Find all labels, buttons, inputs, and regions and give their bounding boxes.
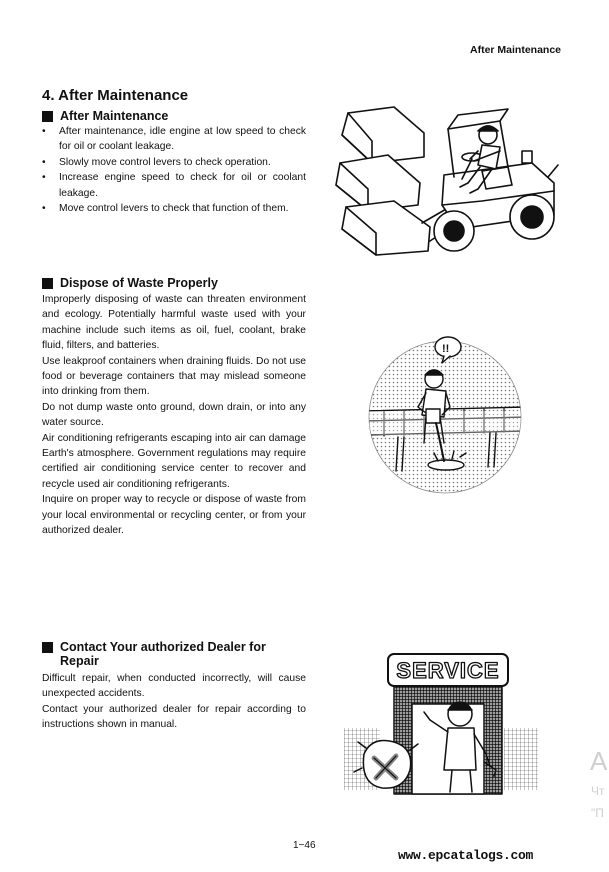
contact-dealer-heading <box>42 640 266 668</box>
heading-square-icon <box>42 278 53 289</box>
after-maintenance-heading-text: After Maintenance <box>60 109 169 123</box>
contact-dealer-text <box>42 671 306 733</box>
list-item: • Increase engine speed to check for oil or coolant leakage. <box>42 170 306 201</box>
after-maintenance-list <box>42 124 306 216</box>
svg-text:!!: !! <box>442 343 450 355</box>
margin-letter: A <box>590 746 608 776</box>
loader-operator-illustration <box>332 105 564 263</box>
margin-text-2: "П <box>591 806 604 820</box>
list-item: • Slowly move control levers to check operation. <box>42 155 306 170</box>
service-center-illustration <box>344 650 538 800</box>
service-sign-text: SERVICE <box>396 658 500 683</box>
page-number: 1−46 <box>293 840 316 851</box>
after-maintenance-heading <box>42 109 168 123</box>
section-title: 4. After Maintenance <box>42 87 189 104</box>
heading-square-icon <box>42 642 53 653</box>
list-item: • Move control levers to check that function of them. <box>42 201 306 216</box>
dispose-waste-heading <box>42 276 218 290</box>
waste-dumping-illustration <box>364 333 526 495</box>
paragraph: Do not dump waste onto ground, down drain, or into any water source. <box>42 401 306 429</box>
running-header: After Maintenance <box>470 44 562 56</box>
contact-dealer-heading-line1: Contact Your authorized Dealer for <box>60 640 266 654</box>
paragraph: Contact your authorized dealer for repair according to instructions shown in manual. <box>42 703 306 731</box>
paragraph: Air conditioning refrigerants escaping into air can damage Earth's atmosphere. Government regulations may require certified air conditioning service center to recover and recycle used air conditioning refrigerants. <box>42 432 306 490</box>
contact-dealer-heading-line2: Repair <box>60 654 99 668</box>
paragraph: Inquire on proper way to recycle or dispose of waste from your local environmental or recycling center, or from your authorized dealer. <box>42 494 306 537</box>
watermark-url[interactable]: www.epcatalogs.com <box>398 848 534 863</box>
paragraph: Difficult repair, when conducted incorrectly, will cause unexpected accidents. <box>42 673 306 700</box>
dispose-waste-heading-text: Dispose of Waste Properly <box>60 276 218 290</box>
margin-text-1: Чт <box>591 784 605 798</box>
list-item: • After maintenance, idle engine at low speed to check for oil or coolant leakage. <box>42 124 306 155</box>
dispose-waste-text <box>42 292 306 539</box>
paragraph: Improperly disposing of waste can threaten environment and ecology. Potentially harmful waste used with your machine include such items as oil, fuel, coolant, brake fluid, filters, and batteries. <box>42 294 306 352</box>
paragraph: Use leakproof containers when draining fluids. Do not use food or beverage containers that may mislead someone into drinking from them. <box>42 355 306 398</box>
heading-square-icon <box>42 111 53 122</box>
